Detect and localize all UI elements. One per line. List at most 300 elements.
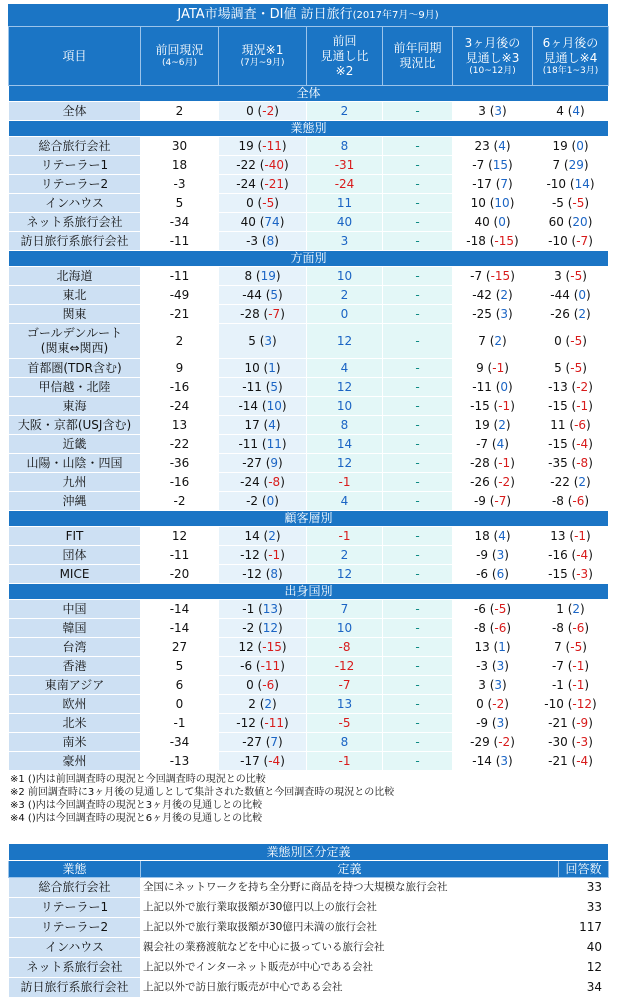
cell-m3: 40 (0) bbox=[453, 213, 533, 232]
cell-m3-value: 10 bbox=[470, 196, 486, 210]
cell-m6-value: 19 bbox=[552, 139, 568, 153]
row-label-line: 沖縄 bbox=[62, 494, 87, 508]
row-label bbox=[9, 137, 141, 156]
cell-now: -3 (8) bbox=[219, 232, 307, 251]
cell-m6-value: -30 bbox=[548, 735, 568, 749]
cell-yoy: - bbox=[383, 305, 453, 324]
cell-m3-value: -3 bbox=[476, 659, 489, 673]
cell-m6-value: -15 bbox=[548, 437, 568, 451]
cell-now: 12 (-15) bbox=[219, 638, 307, 657]
section-header-row bbox=[9, 584, 609, 600]
cell-m6-diff: -7 bbox=[576, 234, 589, 248]
cell-m6-diff: -4 bbox=[576, 437, 589, 451]
cell-m3-value: -7 bbox=[476, 437, 489, 451]
cell-m6-value: 3 bbox=[554, 269, 562, 283]
cell-ratio: 10 bbox=[307, 397, 383, 416]
cell-m6-diff: -1 bbox=[576, 399, 589, 413]
cell-now-diff: -5 bbox=[262, 196, 275, 210]
cell-now-diff: -7 bbox=[268, 307, 281, 321]
cell-m6-value: -8 bbox=[551, 621, 564, 635]
cell-m3-diff: 3 bbox=[494, 678, 503, 692]
cell-now-value: -3 bbox=[246, 234, 259, 248]
cell-now-value: -12 bbox=[242, 567, 262, 581]
table-row bbox=[9, 546, 609, 565]
row-label bbox=[9, 267, 141, 286]
table-row bbox=[9, 565, 609, 584]
table-row bbox=[9, 676, 609, 695]
cell-ratio: 2 bbox=[307, 286, 383, 305]
cell-prev: 2 bbox=[141, 102, 219, 121]
cell-m6: 3 (-5) bbox=[533, 267, 609, 286]
cell-m3-diff: -1 bbox=[498, 456, 511, 470]
cell-m6: 4 (4) bbox=[533, 102, 609, 121]
cell-now: -27 (9) bbox=[219, 454, 307, 473]
row-label-line: 欧州 bbox=[62, 697, 87, 711]
cell-m6-value: -21 bbox=[548, 716, 568, 730]
column-header-label: 見通し※3 bbox=[465, 50, 520, 65]
cell-ratio: -7 bbox=[307, 676, 383, 695]
cell-now: 2 (2) bbox=[219, 695, 307, 714]
cell-m6-diff: -4 bbox=[576, 754, 589, 768]
definition-type: リテーラー1 bbox=[9, 898, 141, 918]
table-row bbox=[9, 600, 609, 619]
cell-now: 17 (4) bbox=[219, 416, 307, 435]
cell-m3: 13 (1) bbox=[453, 638, 533, 657]
cell-m6-diff: -1 bbox=[572, 678, 585, 692]
cell-now: 0 (-5) bbox=[219, 194, 307, 213]
cell-now-value: 8 bbox=[244, 269, 253, 283]
row-label bbox=[9, 305, 141, 324]
cell-m6-value: -44 bbox=[550, 288, 570, 302]
cell-now-diff: 8 bbox=[266, 234, 275, 248]
cell-m6-diff: -2 bbox=[576, 380, 589, 394]
cell-m3-value: 0 bbox=[476, 697, 484, 711]
cell-m3: 18 (4) bbox=[453, 527, 533, 546]
cell-yoy: - bbox=[383, 695, 453, 714]
cell-now-diff: 8 bbox=[270, 567, 279, 581]
row-label-line: 東北 bbox=[62, 288, 87, 302]
row-label-line: 南米 bbox=[62, 735, 87, 749]
section-header-row bbox=[9, 86, 609, 102]
cell-m3-diff: 7 bbox=[500, 177, 509, 191]
column-header bbox=[219, 27, 307, 86]
table-row bbox=[9, 324, 609, 359]
cell-m3-diff: 1 bbox=[498, 640, 506, 654]
cell-now-diff: -8 bbox=[268, 475, 281, 489]
row-label bbox=[9, 492, 141, 511]
cell-m3-value: 19 bbox=[474, 418, 490, 432]
cell-now-value: -28 bbox=[240, 307, 260, 321]
cell-yoy: - bbox=[383, 619, 453, 638]
cell-yoy: - bbox=[383, 435, 453, 454]
cell-now-diff: -40 bbox=[264, 158, 285, 172]
cell-m3-diff: 6 bbox=[496, 567, 505, 581]
cell-m6-value: 7 bbox=[552, 158, 561, 172]
cell-yoy: - bbox=[383, 527, 453, 546]
cell-m3-value: 7 bbox=[478, 333, 486, 348]
cell-prev: -34 bbox=[141, 213, 219, 232]
cell-m3: -9 (3) bbox=[453, 714, 533, 733]
column-header bbox=[383, 27, 453, 86]
cell-now-value: 17 bbox=[244, 418, 260, 432]
cell-now: -11 (11) bbox=[219, 435, 307, 454]
cell-m6: -8 (-6) bbox=[533, 492, 609, 511]
cell-m3-value: -42 bbox=[472, 288, 492, 302]
definition-count: 34 bbox=[559, 978, 609, 998]
table-row bbox=[9, 213, 609, 232]
cell-ratio: 4 bbox=[307, 359, 383, 378]
section-title: 出身国別 bbox=[9, 584, 609, 600]
cell-m6: -22 (2) bbox=[533, 473, 609, 492]
cell-yoy: - bbox=[383, 473, 453, 492]
cell-yoy: - bbox=[383, 565, 453, 584]
row-label-line: 豪州 bbox=[62, 754, 87, 768]
row-label-line: 首都圏(TDR含む) bbox=[27, 361, 122, 375]
cell-m6: -8 (-6) bbox=[533, 619, 609, 638]
row-label bbox=[9, 454, 141, 473]
cell-m6: 13 (-1) bbox=[533, 527, 609, 546]
cell-m3: 3 (3) bbox=[453, 676, 533, 695]
cell-ratio: -1 bbox=[307, 473, 383, 492]
cell-m3-diff: -2 bbox=[498, 475, 511, 489]
cell-m6-value: -22 bbox=[550, 475, 570, 489]
cell-now-diff: 10 bbox=[266, 399, 282, 413]
cell-m3-diff: -6 bbox=[494, 621, 507, 635]
row-label bbox=[9, 102, 141, 121]
cell-prev: 6 bbox=[141, 676, 219, 695]
column-header-label: 3ヶ月後の bbox=[464, 35, 521, 50]
table-row bbox=[9, 492, 609, 511]
cell-prev: -24 bbox=[141, 397, 219, 416]
row-label-line: 中国 bbox=[62, 602, 87, 616]
cell-m6: -15 (-4) bbox=[533, 435, 609, 454]
row-label bbox=[9, 156, 141, 175]
cell-m6: -10 (14) bbox=[533, 175, 609, 194]
cell-m3-diff: 4 bbox=[498, 139, 506, 153]
row-label bbox=[9, 546, 141, 565]
cell-m6-diff: -5 bbox=[570, 640, 583, 654]
cell-m3: -11 (0) bbox=[453, 378, 533, 397]
title-period: (2017年7月～9月) bbox=[352, 10, 439, 21]
cell-m6-value: 11 bbox=[550, 418, 566, 432]
table-row bbox=[9, 194, 609, 213]
cell-now-value: -2 bbox=[242, 621, 255, 635]
cell-yoy: - bbox=[383, 733, 453, 752]
column-header-label: 現況比 bbox=[399, 56, 436, 70]
cell-m6-value: 7 bbox=[554, 640, 562, 654]
cell-now: -2 (12) bbox=[219, 619, 307, 638]
footnotes bbox=[8, 773, 608, 825]
cell-m3-diff: 2 bbox=[500, 288, 509, 302]
definition-type: 訪日旅行系旅行会社 bbox=[9, 978, 141, 998]
cell-m6: 60 (20) bbox=[533, 213, 609, 232]
cell-yoy: - bbox=[383, 454, 453, 473]
row-label-line: 台湾 bbox=[62, 640, 87, 654]
cell-now-value: -27 bbox=[242, 735, 262, 749]
cell-prev: 30 bbox=[141, 137, 219, 156]
definition-text: 上記以外で旅行業取扱額が30億円未満の旅行会社 bbox=[141, 918, 559, 938]
cell-prev: -22 bbox=[141, 435, 219, 454]
cell-yoy: - bbox=[383, 752, 453, 771]
table-row bbox=[9, 714, 609, 733]
cell-prev: -49 bbox=[141, 286, 219, 305]
cell-m6-value: -15 bbox=[548, 399, 568, 413]
cell-m3: -28 (-1) bbox=[453, 454, 533, 473]
cell-now-diff: 3 bbox=[264, 333, 273, 348]
cell-m3-diff: -7 bbox=[494, 494, 507, 508]
cell-ratio: 3 bbox=[307, 232, 383, 251]
cell-prev: -1 bbox=[141, 714, 219, 733]
cell-m3: -29 (-2) bbox=[453, 733, 533, 752]
row-label-line: 韓国 bbox=[62, 621, 87, 635]
definition-row bbox=[9, 938, 609, 958]
cell-m3: -15 (-1) bbox=[453, 397, 533, 416]
row-label-line: 北米 bbox=[62, 716, 87, 730]
column-header-label: 前回 bbox=[332, 33, 357, 48]
cell-now-value: -11 bbox=[242, 380, 262, 394]
cell-m3: 19 (2) bbox=[453, 416, 533, 435]
definition-row bbox=[9, 958, 609, 978]
cell-now: -24 (-21) bbox=[219, 175, 307, 194]
cell-m3: -42 (2) bbox=[453, 286, 533, 305]
cell-m6: -44 (0) bbox=[533, 286, 609, 305]
row-label bbox=[9, 359, 141, 378]
table-row bbox=[9, 733, 609, 752]
cell-m3: -6 (-5) bbox=[453, 600, 533, 619]
cell-prev: -11 bbox=[141, 546, 219, 565]
cell-m6: -10 (-7) bbox=[533, 232, 609, 251]
cell-ratio: 12 bbox=[307, 565, 383, 584]
cell-now-diff: 7 bbox=[270, 735, 279, 749]
column-header-label: 見通し※4 bbox=[543, 50, 598, 65]
row-label bbox=[9, 600, 141, 619]
cell-m6-value: -26 bbox=[550, 307, 570, 321]
cell-m6-value: -13 bbox=[548, 380, 568, 394]
cell-ratio: 40 bbox=[307, 213, 383, 232]
cell-yoy: - bbox=[383, 156, 453, 175]
cell-m3-diff: -15 bbox=[490, 269, 511, 283]
cell-now-diff: 2 bbox=[268, 529, 276, 543]
section-header-row bbox=[9, 251, 609, 267]
cell-m6-diff: 4 bbox=[572, 104, 581, 118]
definition-row bbox=[9, 978, 609, 998]
cell-m6-diff: -3 bbox=[576, 735, 589, 749]
cell-m3-value: 9 bbox=[476, 361, 484, 375]
cell-m6-value: 1 bbox=[556, 602, 564, 616]
row-label bbox=[9, 378, 141, 397]
cell-m6-value: 13 bbox=[550, 529, 566, 543]
cell-ratio: 2 bbox=[307, 102, 383, 121]
cell-m6: 1 (2) bbox=[533, 600, 609, 619]
cell-now: 5 (3) bbox=[219, 324, 307, 359]
column-header-sub: (10~12月) bbox=[469, 65, 516, 76]
row-label bbox=[9, 527, 141, 546]
table-row bbox=[9, 232, 609, 251]
cell-m6-diff: -1 bbox=[574, 529, 587, 543]
cell-now-value: 5 bbox=[248, 333, 256, 348]
cell-m3-value: 40 bbox=[474, 215, 490, 229]
cell-m6-value: -16 bbox=[548, 548, 568, 562]
definition-type: インハウス bbox=[9, 938, 141, 958]
cell-now-value: -1 bbox=[242, 602, 255, 616]
cell-m3: -9 (-7) bbox=[453, 492, 533, 511]
cell-now: 19 (-11) bbox=[219, 137, 307, 156]
cell-now: -28 (-7) bbox=[219, 305, 307, 324]
row-label bbox=[9, 473, 141, 492]
cell-now-value: -12 bbox=[236, 716, 256, 730]
row-label bbox=[9, 416, 141, 435]
cell-prev: 18 bbox=[141, 156, 219, 175]
cell-m3-value: -7 bbox=[472, 158, 485, 172]
row-label-line: 総合旅行会社 bbox=[38, 139, 111, 153]
cell-m6: -30 (-3) bbox=[533, 733, 609, 752]
row-label-line: リテーラー2 bbox=[40, 177, 109, 191]
row-label-line: 大阪・京都(USJ含む) bbox=[17, 418, 132, 432]
cell-m6: 0 (-5) bbox=[533, 324, 609, 359]
cell-ratio: 12 bbox=[307, 378, 383, 397]
cell-m6-diff: -3 bbox=[576, 567, 589, 581]
column-header-label: ※2 bbox=[335, 63, 354, 78]
cell-prev: 9 bbox=[141, 359, 219, 378]
cell-now-diff: -11 bbox=[260, 659, 281, 673]
row-label bbox=[9, 286, 141, 305]
cell-m6-value: -5 bbox=[551, 196, 564, 210]
cell-m3-value: 3 bbox=[478, 104, 486, 118]
row-label-line: 甲信越・北陸 bbox=[38, 380, 111, 394]
cell-now: 0 (-2) bbox=[219, 102, 307, 121]
cell-m6-value: -10 bbox=[546, 177, 567, 191]
cell-now: -24 (-8) bbox=[219, 473, 307, 492]
cell-prev: 5 bbox=[141, 194, 219, 213]
cell-m6-diff: -6 bbox=[574, 418, 587, 432]
footnote-4: ※4 ()内は今回調査時の現況と6ヶ月後の見通しとの比較 bbox=[10, 813, 263, 824]
cell-now-value: -24 bbox=[240, 475, 260, 489]
cell-now-diff: 5 bbox=[270, 288, 279, 302]
cell-m6-diff: 2 bbox=[578, 307, 587, 321]
cell-m3-value: -9 bbox=[473, 494, 486, 508]
column-header-label: 項目 bbox=[62, 48, 87, 63]
definition-title-row bbox=[9, 844, 609, 861]
definition-count: 40 bbox=[559, 938, 609, 958]
cell-m3-diff: 3 bbox=[500, 754, 509, 768]
cell-yoy: - bbox=[383, 324, 453, 359]
cell-now-value: 14 bbox=[244, 529, 260, 543]
cell-yoy: - bbox=[383, 137, 453, 156]
cell-ratio: -1 bbox=[307, 527, 383, 546]
cell-now: -22 (-40) bbox=[219, 156, 307, 175]
cell-m3-diff: 10 bbox=[494, 196, 510, 210]
row-label bbox=[9, 175, 141, 194]
cell-m3: -7 (4) bbox=[453, 435, 533, 454]
cell-prev: 0 bbox=[141, 695, 219, 714]
cell-m6-diff: 2 bbox=[578, 475, 587, 489]
cell-m6-diff: 20 bbox=[572, 215, 588, 229]
table-row bbox=[9, 619, 609, 638]
cell-yoy: - bbox=[383, 286, 453, 305]
cell-m3-diff: -1 bbox=[498, 399, 511, 413]
cell-yoy: - bbox=[383, 416, 453, 435]
cell-m3: 7 (2) bbox=[453, 324, 533, 359]
cell-ratio: 10 bbox=[307, 619, 383, 638]
cell-m6-diff: -5 bbox=[570, 333, 583, 348]
cell-m3-diff: 3 bbox=[496, 659, 505, 673]
row-label-line: 東海 bbox=[62, 399, 87, 413]
cell-ratio: 7 bbox=[307, 600, 383, 619]
cell-m6-diff: 14 bbox=[574, 177, 590, 191]
cell-prev: -16 bbox=[141, 473, 219, 492]
cell-yoy: - bbox=[383, 657, 453, 676]
cell-yoy: - bbox=[383, 546, 453, 565]
cell-m3: 10 (10) bbox=[453, 194, 533, 213]
table-header-row bbox=[9, 27, 609, 86]
cell-m6: -1 (-1) bbox=[533, 676, 609, 695]
cell-m6: -15 (-1) bbox=[533, 397, 609, 416]
cell-m3-value: -7 bbox=[470, 269, 483, 283]
cell-m6: -21 (-9) bbox=[533, 714, 609, 733]
section-header-row bbox=[9, 121, 609, 137]
cell-m3: 9 (-1) bbox=[453, 359, 533, 378]
cell-now-diff: -11 bbox=[262, 139, 282, 153]
column-header-sub: (7月~9月) bbox=[240, 58, 285, 68]
cell-m6-value: -15 bbox=[548, 567, 568, 581]
cell-ratio: 11 bbox=[307, 194, 383, 213]
cell-m6-diff: -4 bbox=[576, 548, 589, 562]
cell-m3-value: -29 bbox=[470, 735, 490, 749]
column-header-label: 見通し比 bbox=[320, 48, 369, 63]
cell-m3: -26 (-2) bbox=[453, 473, 533, 492]
row-label bbox=[9, 194, 141, 213]
cell-m3: -25 (3) bbox=[453, 305, 533, 324]
definition-row bbox=[9, 898, 609, 918]
cell-yoy: - bbox=[383, 600, 453, 619]
cell-m3-diff: -2 bbox=[492, 697, 505, 711]
row-label-line: インハウス bbox=[45, 196, 104, 210]
cell-ratio: 4 bbox=[307, 492, 383, 511]
cell-now: -27 (7) bbox=[219, 733, 307, 752]
cell-m3-diff: 0 bbox=[500, 380, 509, 394]
definition-type: ネット系旅行会社 bbox=[9, 958, 141, 978]
cell-m6-value: 0 bbox=[554, 333, 562, 348]
cell-m3: -17 (7) bbox=[453, 175, 533, 194]
definition-text: 全国にネットワークを持ち全分野に商品を持つ大規模な旅行会社 bbox=[141, 878, 559, 898]
cell-prev: 2 bbox=[141, 324, 219, 359]
table-row bbox=[9, 286, 609, 305]
cell-yoy: - bbox=[383, 359, 453, 378]
cell-now-value: 10 bbox=[244, 361, 260, 375]
cell-prev: -21 bbox=[141, 305, 219, 324]
cell-now-value: 19 bbox=[238, 139, 254, 153]
cell-m6-value: -10 bbox=[544, 697, 564, 711]
row-label bbox=[9, 714, 141, 733]
row-label-line: (関東⇔関西) bbox=[40, 341, 109, 355]
cell-ratio: 8 bbox=[307, 137, 383, 156]
cell-m3-value: -14 bbox=[472, 754, 492, 768]
definition-text: 親会社の業務渡航などを中心に扱っている旅行会社 bbox=[141, 938, 559, 958]
row-label-line: 九州 bbox=[62, 475, 87, 489]
cell-m3-diff: 3 bbox=[500, 307, 509, 321]
cell-now: -12 (8) bbox=[219, 565, 307, 584]
cell-m3-diff: 4 bbox=[496, 437, 505, 451]
cell-m6-value: -1 bbox=[551, 678, 564, 692]
cell-m6: -7 (-1) bbox=[533, 657, 609, 676]
cell-m6-value: -7 bbox=[551, 659, 564, 673]
cell-now-value: -2 bbox=[246, 494, 259, 508]
cell-m6-value: 4 bbox=[556, 104, 564, 118]
cell-m6: -26 (2) bbox=[533, 305, 609, 324]
cell-m6-value: -35 bbox=[548, 456, 568, 470]
cell-now-diff: -4 bbox=[268, 754, 281, 768]
cell-now: -1 (13) bbox=[219, 600, 307, 619]
